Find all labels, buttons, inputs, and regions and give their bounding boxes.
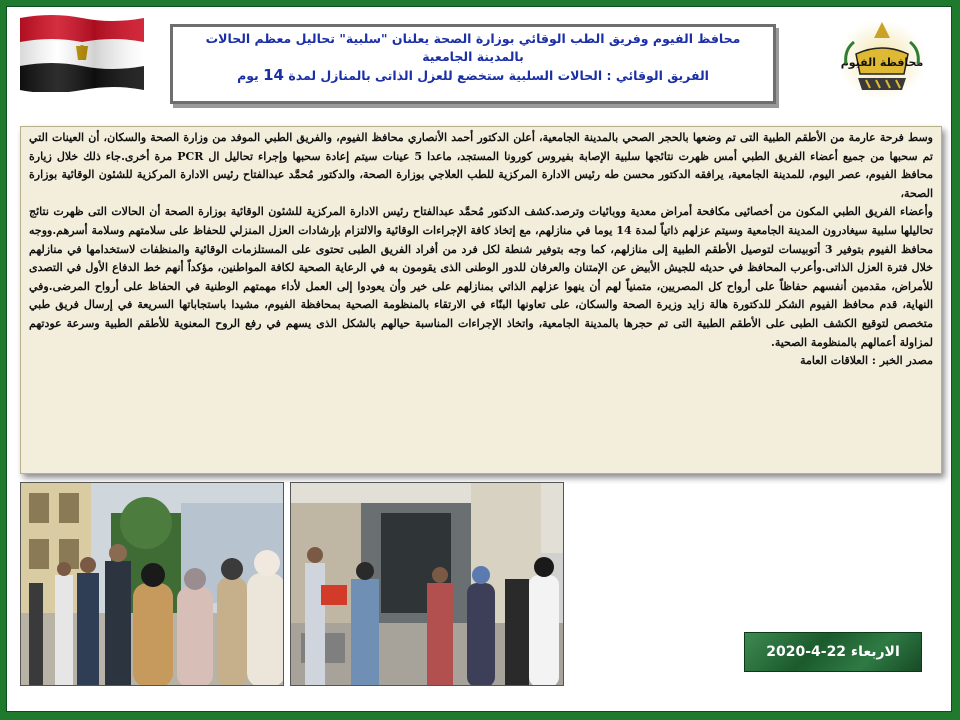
- headline-box: [170, 24, 776, 104]
- article-body: [20, 126, 942, 474]
- egypt-flag-icon: [18, 12, 146, 92]
- fayoum-emblem-icon: [836, 14, 928, 102]
- date-badge: الاربعاء 22-4-2020: [744, 632, 922, 672]
- article-paragraph-1: وسط فرحة عارمة من الأطقم الطبية التى تم وضعها بالحجر الصحي بالمدينة الجامعية، أعلن الدكتور أحمد الأنصاري محافظ الفيوم، والفريق الطبي الموفد من وزارة الصحة والسكان، أن العينات التي تم سحبها من جميع أعضاء الفريق الطبي أمس ظهرت نتائجها سلبية الإصابة بفيروس كورونا المستجد، ماعدا 5 عينات سيتم إعادة سحبها وإجراء تحاليل ال PCR مرة أخرى.جاء ذلك خلال زيارة محافظ الفيوم، عصر اليوم، للمدينة الجامعية، يرافقه الدكتور محسن طه رئيس الادارة المركزية للطب العلاجي بوزارة الصحة، والدكتور مُحمَّد عبدالفتاح رئيس الادارة المركزية للشئون الوقائية بوزارة الصحة،: [29, 131, 933, 200]
- article-paragraph-2: وأعضاء الفريق الطبي المكون من أخصائيى مكافحة أمراض معدية ووبائيات وترصد.كشف الدكتور مُحمَّد عبدالفتاح رئيس الادارة المركزية للشئون الوقائية بوزارة الصحة أن الحالات التى ظهرت نتائج تحاليلها سلبية سيغادرون المدينة الجامعية وسيتم عزلهم ذاتياً لمدة 14 يوما في منازلهم، مع إتخاذ كافة الإجراءات الوقائية والالتزام بإرشادات العزل المنزلي للحفاظ على سلامتهم وسلامة أسرهم.ووجه محافظ الفيوم بتوفير 3 أتوبيسات لتوصيل الأطقم الطبية إلى منازلهم، كما وجه بتوفير شنطة لكل فرد من أفراد الفريق الطبى تحتوى على المستلزمات الوقائية والمنظفات لاستخدامها في منازلهم خلال فترة العزل الذاتى.وأعرب المحافظ في حديثه للجيش الأبيض عن الإمتنان والعرفان للدور الوطنى الذى يقومون به في الرعاية الصحية لكافة المواطنين، مؤكداً أنهم خط الدفاع الأول في التصدى للأمراض، مقدمين أنفسهم حفاظاً على أرواح كل المصريين، متمنياً لهم أن ينهوا عزلهم الذاتي بمنازلهم على خير وأن يعودوا إلى العمل لأداء مهمتهم الوطنية في الحفاظ على أرواح المرضى.وفي النهاية، قدم محافظ الفيوم الشكر للدكتورة هالة زايد وزيرة الصحة والسكان، على تعاونها البنّاء في الارتقاء بالمنظومة الصحية بمحافظة الفيوم، مشيدا باستجاباتها السريعة في إرسال فريق طبي متخصص لتوقيع الكشف الطبى على الأطقم الطبية التى تم حجرها بالمدينة الجامعية، واتخاذ الإجراءات المناسبة حيالهم بالشكل الذى يسهم في رفع الروح المعنوية للأطقم الطبية وسرعة عودتهم لمزاولة أعمالهم بالمنظومة الصحية.: [29, 205, 934, 349]
- headline-sub-number: 14: [263, 66, 284, 84]
- emblem-text: محافظة الفيوم: [840, 56, 924, 69]
- headline-sub: [181, 66, 765, 85]
- news-photo-1: [20, 482, 284, 686]
- headline-sub-text: الفريق الوقائي : الحالات السلبية ستخضع للعزل الذاتى بالمنازل لمدة: [288, 68, 709, 83]
- headline-sub-unit: يوم: [237, 68, 259, 83]
- news-photo-2: [290, 482, 564, 686]
- article-source: مصدر الخبر : العلاقات العامة: [800, 354, 933, 368]
- headline-main: محافظ الفيوم وفريق الطب الوقائي بوزارة الصحة يعلنان "سلبية" تحاليل معظم الحالات بالمدينة الجامعية: [205, 31, 741, 64]
